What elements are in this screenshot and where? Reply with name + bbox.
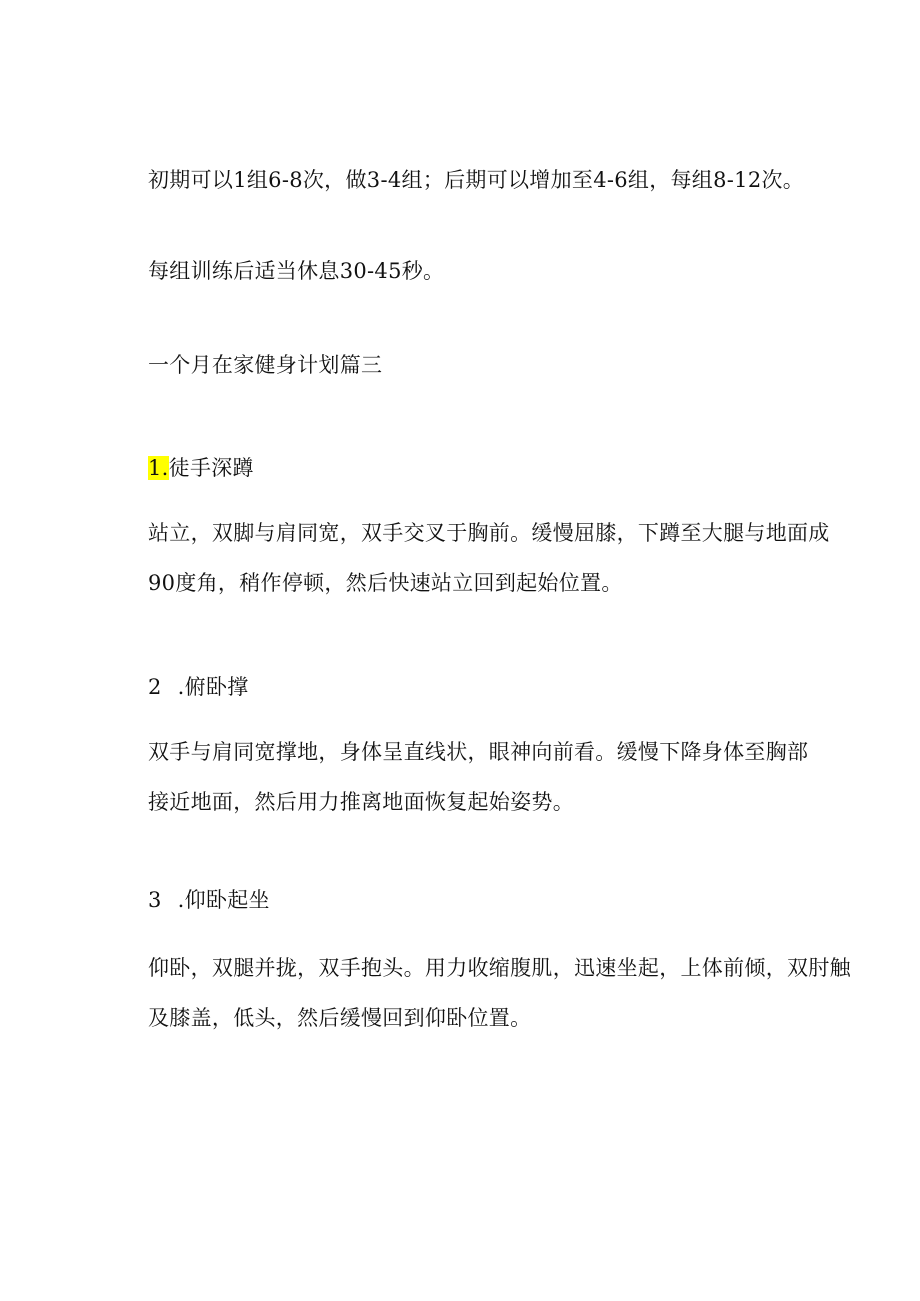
item-title-1: 徒手深蹲 [168,456,254,480]
item-heading-1 [148,453,254,483]
item-title-3: .仰卧起坐 [177,888,270,912]
item-title-2: .俯卧撑 [177,675,249,699]
item-3-line-2: 及膝盖，低头，然后缓慢回到仰卧位置。 [148,1006,532,1030]
item-heading-3 [148,885,270,915]
item-heading-2 [148,672,249,702]
item-3-line-1: 仰卧，双腿并拢，双手抱头。用力收缩腹肌，迅速坐起，上体前倾，双肘触 [148,956,851,980]
item-number-3: 3 [148,888,162,912]
paragraph-rest: 每组训练后适当休息30-45秒。 [148,259,445,283]
section-title: 一个月在家健身计划篇三 [148,353,383,377]
item-2-line-2: 接近地面，然后用力推离地面恢复起始姿势。 [148,790,574,814]
item-2-line-1: 双手与肩同宽撑地，身体呈直线状，眼神向前看。缓慢下降身体至胸部 [148,740,809,764]
item-1-line-2: 90度角，稍作停顿，然后快速站立回到起始位置。 [148,571,623,595]
paragraph-sets: 初期可以1组6-8次，做3-4组；后期可以增加至4-6组，每组8-12次。 [148,168,805,192]
item-number-2: 2 [148,675,162,699]
item-number-1: 1. [148,456,169,480]
item-1-line-1: 站立，双脚与肩同宽，双手交叉于胸前。缓慢屈膝，下蹲至大腿与地面成 [148,521,830,545]
